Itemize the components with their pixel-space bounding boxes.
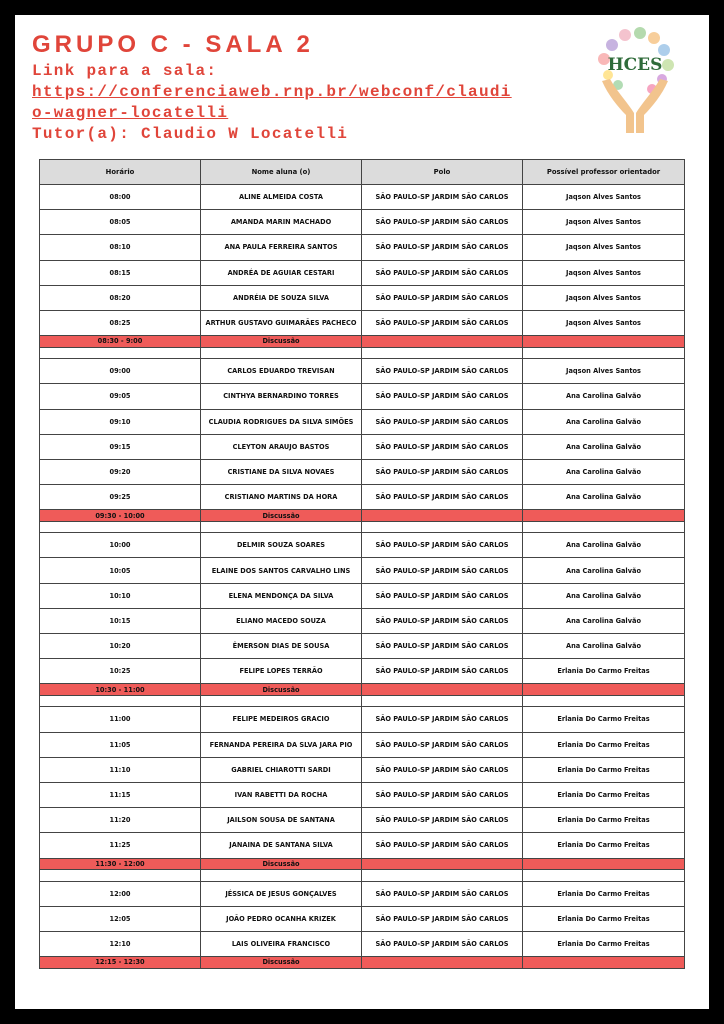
- spacer-cell: [523, 347, 685, 359]
- cell-student-name: LAIS OLIVEIRA FRANCISCO: [201, 931, 362, 956]
- cell-polo: SÃO PAULO-SP JARDIM SÃO CARLOS: [362, 185, 523, 210]
- spacer-cell: [362, 695, 523, 707]
- column-header-polo: Polo: [362, 160, 523, 185]
- cell-polo: SÃO PAULO-SP JARDIM SÃO CARLOS: [362, 285, 523, 310]
- cell-advisor: Ana Carolina Galvão: [523, 384, 685, 409]
- cell-student-name: JAILSON SOUSA DE SANTANA: [201, 808, 362, 833]
- spacer-cell: [201, 695, 362, 707]
- cell-student-name: FELIPE MEDEIROS GRACIO: [201, 707, 362, 732]
- cell-student-name: ÊMERSON DIAS DE SOUSA: [201, 634, 362, 659]
- discussion-time: 11:30 - 12:00: [40, 858, 201, 870]
- cell-advisor: Erlania Do Carmo Freitas: [523, 732, 685, 757]
- cell-polo: SÃO PAULO-SP JARDIM SÃO CARLOS: [362, 434, 523, 459]
- cell-student-name: IVAN RABETTI DA ROCHA: [201, 782, 362, 807]
- cell-advisor: Erlania Do Carmo Freitas: [523, 881, 685, 906]
- table-row: [40, 459, 685, 484]
- cell-student-name: CLAUDIA RODRIGUES DA SILVA SIMÕES: [201, 409, 362, 434]
- table-row: [40, 583, 685, 608]
- cell-advisor: Ana Carolina Galvão: [523, 485, 685, 510]
- spacer-cell: [201, 521, 362, 533]
- table-row: [40, 931, 685, 956]
- table-row: [40, 384, 685, 409]
- cell-student-name: CRISTIANO MARTINS DA HORA: [201, 485, 362, 510]
- table-row: [40, 608, 685, 633]
- cell-student-name: JOÃO PEDRO OCANHA KRIZEK: [201, 906, 362, 931]
- table-row: [40, 732, 685, 757]
- cell-time: 08:05: [40, 210, 201, 235]
- cell-student-name: ANA PAULA FERREIRA SANTOS: [201, 235, 362, 260]
- spacer-row: [40, 870, 685, 882]
- cell-polo: SÃO PAULO-SP JARDIM SÃO CARLOS: [362, 608, 523, 633]
- cell-time: 11:00: [40, 707, 201, 732]
- cell-advisor: Erlania Do Carmo Freitas: [523, 931, 685, 956]
- discussion-label: Discussão: [201, 336, 362, 348]
- spacer-cell: [523, 695, 685, 707]
- cell-polo: SÃO PAULO-SP JARDIM SÃO CARLOS: [362, 931, 523, 956]
- hces-logo: [590, 23, 680, 135]
- discussion-empty-cell: [523, 957, 685, 969]
- cell-advisor: Jaqson Alves Santos: [523, 210, 685, 235]
- spacer-row: [40, 521, 685, 533]
- discussion-empty-cell: [362, 510, 523, 522]
- discussion-label: Discussão: [201, 684, 362, 696]
- discussion-empty-cell: [362, 684, 523, 696]
- table-row: [40, 634, 685, 659]
- cell-polo: SÃO PAULO-SP JARDIM SÃO CARLOS: [362, 881, 523, 906]
- table-row: [40, 485, 685, 510]
- cell-time: 12:10: [40, 931, 201, 956]
- cell-student-name: FELIPE LOPES TERRÃO: [201, 659, 362, 684]
- cell-advisor: Jaqson Alves Santos: [523, 235, 685, 260]
- cell-advisor: Jaqson Alves Santos: [523, 185, 685, 210]
- cell-polo: SÃO PAULO-SP JARDIM SÃO CARLOS: [362, 210, 523, 235]
- cell-polo: SÃO PAULO-SP JARDIM SÃO CARLOS: [362, 533, 523, 558]
- cell-time: 08:25: [40, 310, 201, 335]
- cell-time: 10:00: [40, 533, 201, 558]
- discussion-label: Discussão: [201, 510, 362, 522]
- table-row: [40, 906, 685, 931]
- cell-time: 08:20: [40, 285, 201, 310]
- spacer-row: [40, 347, 685, 359]
- table-header-row: [40, 160, 685, 185]
- cell-student-name: ELENA MENDONÇA DA SILVA: [201, 583, 362, 608]
- cell-student-name: DELMIR SOUZA SOARES: [201, 533, 362, 558]
- cell-student-name: ELIANO MACEDO SOUZA: [201, 608, 362, 633]
- cell-time: 09:25: [40, 485, 201, 510]
- discussion-time: 08:30 - 9:00: [40, 336, 201, 348]
- table-row: [40, 881, 685, 906]
- cell-student-name: ARTHUR GUSTAVO GUIMARÃES PACHECO: [201, 310, 362, 335]
- cell-time: 10:15: [40, 608, 201, 633]
- cell-polo: SÃO PAULO-SP JARDIM SÃO CARLOS: [362, 310, 523, 335]
- table-row: [40, 808, 685, 833]
- cell-polo: SÃO PAULO-SP JARDIM SÃO CARLOS: [362, 558, 523, 583]
- table-row: [40, 707, 685, 732]
- table-row: [40, 185, 685, 210]
- cell-advisor: Erlania Do Carmo Freitas: [523, 707, 685, 732]
- cell-advisor: Ana Carolina Galvão: [523, 409, 685, 434]
- cell-polo: SÃO PAULO-SP JARDIM SÃO CARLOS: [362, 583, 523, 608]
- table-row: [40, 782, 685, 807]
- link-label: Link para a sala:: [32, 62, 218, 80]
- cell-student-name: ANDRÉA DE AGUIAR CESTARI: [201, 260, 362, 285]
- cell-advisor: Jaqson Alves Santos: [523, 260, 685, 285]
- cell-time: 10:05: [40, 558, 201, 583]
- cell-time: 11:20: [40, 808, 201, 833]
- cell-advisor: Jaqson Alves Santos: [523, 285, 685, 310]
- cell-time: 11:15: [40, 782, 201, 807]
- cell-student-name: ALINE ALMEIDA COSTA: [201, 185, 362, 210]
- table-row: [40, 359, 685, 384]
- cell-polo: SÃO PAULO-SP JARDIM SÃO CARLOS: [362, 359, 523, 384]
- table-row: [40, 833, 685, 858]
- cell-time: 08:10: [40, 235, 201, 260]
- discussion-row: [40, 510, 685, 522]
- table-row: [40, 558, 685, 583]
- cell-polo: SÃO PAULO-SP JARDIM SÃO CARLOS: [362, 409, 523, 434]
- cell-advisor: Erlania Do Carmo Freitas: [523, 906, 685, 931]
- table-row: [40, 260, 685, 285]
- cell-polo: SÃO PAULO-SP JARDIM SÃO CARLOS: [362, 707, 523, 732]
- cell-student-name: ELAINE DOS SANTOS CARVALHO LINS: [201, 558, 362, 583]
- cell-time: 09:15: [40, 434, 201, 459]
- cell-time: 09:20: [40, 459, 201, 484]
- cell-time: 10:20: [40, 634, 201, 659]
- cell-student-name: CRISTIANE DA SILVA NOVAES: [201, 459, 362, 484]
- document-page: [15, 15, 709, 1009]
- cell-polo: SÃO PAULO-SP JARDIM SÃO CARLOS: [362, 634, 523, 659]
- spacer-cell: [201, 870, 362, 882]
- table-row: [40, 210, 685, 235]
- cell-advisor: Erlania Do Carmo Freitas: [523, 782, 685, 807]
- table-row: [40, 409, 685, 434]
- tutor-label: Tutor(a): Claudio W Locatelli: [32, 125, 349, 143]
- cell-polo: SÃO PAULO-SP JARDIM SÃO CARLOS: [362, 757, 523, 782]
- discussion-empty-cell: [362, 957, 523, 969]
- spacer-cell: [40, 870, 201, 882]
- hands-icon: [602, 79, 668, 133]
- discussion-label: Discussão: [201, 858, 362, 870]
- cell-advisor: Erlania Do Carmo Freitas: [523, 833, 685, 858]
- spacer-cell: [201, 347, 362, 359]
- room-link[interactable]: https://conferenciaweb.rnp.br/webconf/claudio-wagner-locatelli: [32, 83, 512, 122]
- spacer-cell: [523, 521, 685, 533]
- cell-student-name: CINTHYA BERNARDINO TORRES: [201, 384, 362, 409]
- cell-time: 08:15: [40, 260, 201, 285]
- spacer-cell: [40, 695, 201, 707]
- table-row: [40, 533, 685, 558]
- cell-polo: SÃO PAULO-SP JARDIM SÃO CARLOS: [362, 659, 523, 684]
- cell-student-name: FERNANDA PEREIRA DA SLVA JARA PIO: [201, 732, 362, 757]
- discussion-empty-cell: [523, 858, 685, 870]
- table-row: [40, 757, 685, 782]
- cell-student-name: AMANDA MARIN MACHADO: [201, 210, 362, 235]
- discussion-row: [40, 336, 685, 348]
- cell-time: 09:05: [40, 384, 201, 409]
- cell-advisor: Ana Carolina Galvão: [523, 583, 685, 608]
- cell-advisor: Ana Carolina Galvão: [523, 608, 685, 633]
- cell-polo: SÃO PAULO-SP JARDIM SÃO CARLOS: [362, 782, 523, 807]
- discussion-row: [40, 957, 685, 969]
- logo-text: HCES: [607, 55, 663, 75]
- table-row: [40, 434, 685, 459]
- cell-polo: SÃO PAULO-SP JARDIM SÃO CARLOS: [362, 384, 523, 409]
- cell-polo: SÃO PAULO-SP JARDIM SÃO CARLOS: [362, 833, 523, 858]
- cell-advisor: Erlania Do Carmo Freitas: [523, 757, 685, 782]
- discussion-empty-cell: [362, 336, 523, 348]
- cell-time: 10:10: [40, 583, 201, 608]
- cell-polo: SÃO PAULO-SP JARDIM SÃO CARLOS: [362, 485, 523, 510]
- cell-advisor: Ana Carolina Galvão: [523, 434, 685, 459]
- cell-student-name: CLEYTON ARAUJO BASTOS: [201, 434, 362, 459]
- cell-student-name: ANDRÉIA DE SOUZA SILVA: [201, 285, 362, 310]
- cell-advisor: Erlania Do Carmo Freitas: [523, 659, 685, 684]
- cell-advisor: Erlania Do Carmo Freitas: [523, 808, 685, 833]
- cell-time: 08:00: [40, 185, 201, 210]
- document-header: [32, 29, 592, 145]
- column-header-name: Nome aluna (o): [201, 160, 362, 185]
- cell-advisor: Ana Carolina Galvão: [523, 533, 685, 558]
- cell-advisor: Jaqson Alves Santos: [523, 310, 685, 335]
- cell-time: 11:25: [40, 833, 201, 858]
- spacer-row: [40, 695, 685, 707]
- table-row: [40, 659, 685, 684]
- cell-polo: SÃO PAULO-SP JARDIM SÃO CARLOS: [362, 260, 523, 285]
- cell-time: 12:00: [40, 881, 201, 906]
- discussion-time: 09:30 - 10:00: [40, 510, 201, 522]
- spacer-cell: [362, 870, 523, 882]
- cell-time: 12:05: [40, 906, 201, 931]
- spacer-cell: [40, 347, 201, 359]
- cell-student-name: GABRIEL CHIAROTTI SARDI: [201, 757, 362, 782]
- cell-polo: SÃO PAULO-SP JARDIM SÃO CARLOS: [362, 235, 523, 260]
- cell-student-name: JANAINA DE SANTANA SILVA: [201, 833, 362, 858]
- cell-time: 11:05: [40, 732, 201, 757]
- discussion-label: Discussão: [201, 957, 362, 969]
- table-row: [40, 235, 685, 260]
- discussion-empty-cell: [523, 510, 685, 522]
- discussion-empty-cell: [523, 684, 685, 696]
- cell-polo: SÃO PAULO-SP JARDIM SÃO CARLOS: [362, 459, 523, 484]
- cell-polo: SÃO PAULO-SP JARDIM SÃO CARLOS: [362, 906, 523, 931]
- discussion-time: 10:30 - 11:00: [40, 684, 201, 696]
- cell-student-name: JÉSSICA DE JESUS GONÇALVES: [201, 881, 362, 906]
- spacer-cell: [362, 347, 523, 359]
- discussion-empty-cell: [362, 858, 523, 870]
- cell-time: 10:25: [40, 659, 201, 684]
- discussion-empty-cell: [523, 336, 685, 348]
- table-row: [40, 285, 685, 310]
- cell-time: 09:00: [40, 359, 201, 384]
- cell-polo: SÃO PAULO-SP JARDIM SÃO CARLOS: [362, 732, 523, 757]
- column-header-time: Horário: [40, 160, 201, 185]
- spacer-cell: [362, 521, 523, 533]
- cell-advisor: Ana Carolina Galvão: [523, 634, 685, 659]
- spacer-cell: [523, 870, 685, 882]
- spacer-cell: [40, 521, 201, 533]
- table-row: [40, 310, 685, 335]
- schedule-table: [39, 159, 685, 969]
- cell-student-name: CARLOS EDUARDO TREVISAN: [201, 359, 362, 384]
- cell-time: 11:10: [40, 757, 201, 782]
- cell-polo: SÃO PAULO-SP JARDIM SÃO CARLOS: [362, 808, 523, 833]
- cell-advisor: Ana Carolina Galvão: [523, 459, 685, 484]
- column-header-advisor: Possível professor orientador: [523, 160, 685, 185]
- discussion-row: [40, 858, 685, 870]
- cell-advisor: Jaqson Alves Santos: [523, 359, 685, 384]
- schedule-body: [40, 185, 685, 969]
- cell-advisor: Ana Carolina Galvão: [523, 558, 685, 583]
- cell-time: 09:10: [40, 409, 201, 434]
- discussion-time: 12:15 - 12:30: [40, 957, 201, 969]
- discussion-row: [40, 684, 685, 696]
- group-title: GRUPO C - SALA 2: [32, 31, 314, 58]
